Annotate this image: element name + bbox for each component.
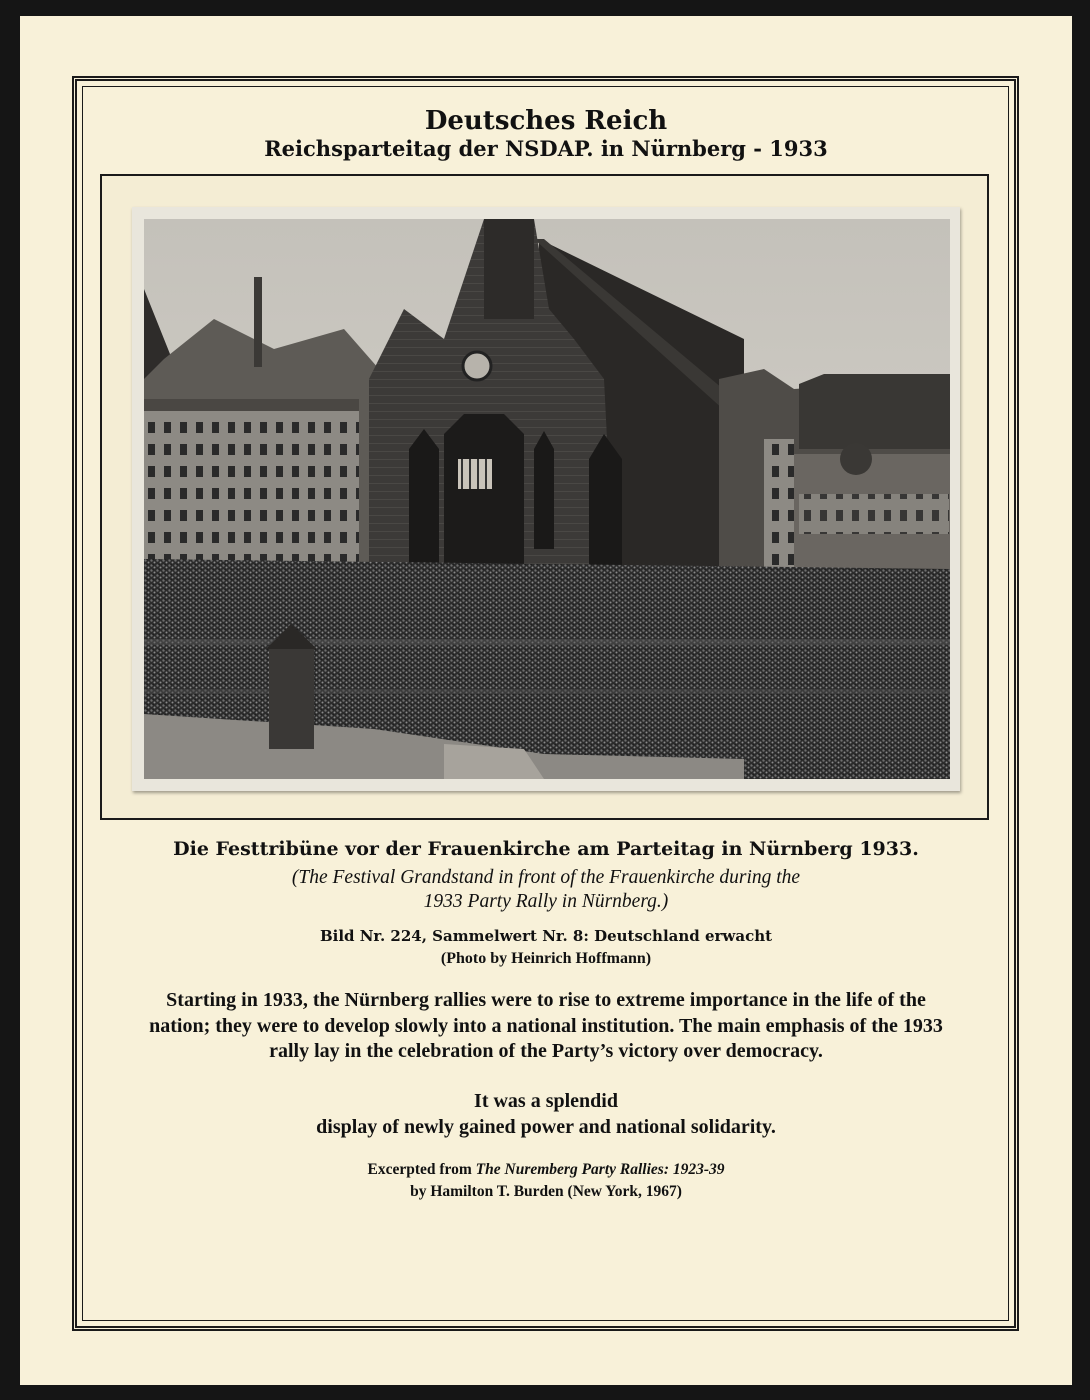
- source-book-title: The Nuremberg Party Rallies: 1923-39: [475, 1161, 725, 1178]
- source-line-1: [20, 1159, 1072, 1181]
- body-paragraph-2: [20, 1089, 1072, 1140]
- body-line: nation; they were to develop slowly into a national institution. The main emphasis of the 1933: [149, 1014, 943, 1037]
- caption-german: Die Festtribüne vor der Frauenkirche am Parteitag in Nürnberg 1933.: [173, 838, 919, 860]
- caption-english-line1: (The Festival Grandstand in front of the Frauenkirche during the: [291, 867, 801, 888]
- caption-english: [20, 866, 1072, 914]
- body-line: display of newly gained power and national solidarity.: [316, 1115, 776, 1138]
- body-line: rally lay in the celebration of the Party’s victory over democracy.: [269, 1040, 823, 1062]
- source-prefix: Excerpted from: [367, 1161, 476, 1178]
- source-byline: by Hamilton T. Burden (New York, 1967): [410, 1183, 682, 1200]
- rally-photo: [144, 219, 950, 779]
- page-title: Deutsches Reich: [424, 106, 668, 136]
- source-citation: [20, 1159, 1072, 1203]
- photo-credit: (Photo by Heinrich Hoffmann): [440, 950, 652, 967]
- body-line: It was a splendid: [474, 1090, 618, 1112]
- caption-english-line2: 1933 Party Rally in Nürnberg.): [423, 891, 669, 912]
- card-reference: Bild Nr. 224, Sammelwert Nr. 8: Deutschland erwacht: [319, 927, 773, 945]
- body-paragraph-1: [20, 988, 1072, 1065]
- body-line: Starting in 1933, the Nürnberg rallies were to rise to extreme importance in the life of the: [166, 989, 926, 1011]
- page-subtitle: Reichsparteitag der NSDAP. in Nürnberg - 1933: [264, 136, 828, 161]
